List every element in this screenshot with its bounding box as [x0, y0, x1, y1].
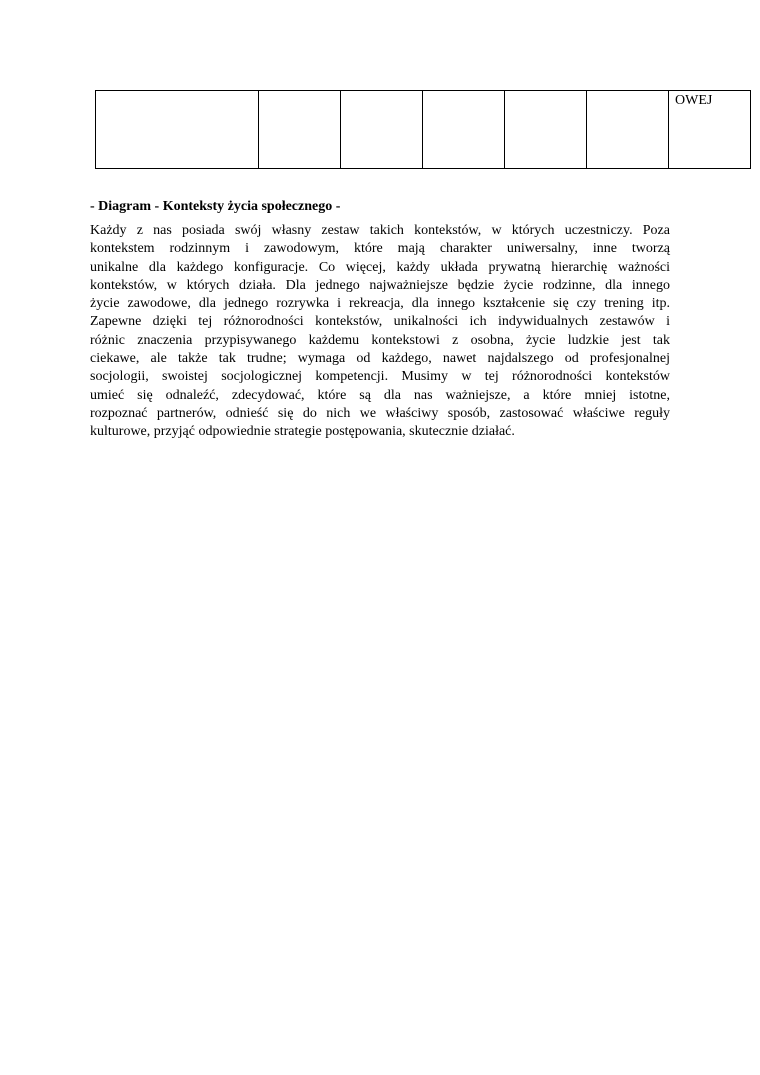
body-paragraph	[90, 222, 670, 442]
table-cell-last: OWEJ	[669, 91, 751, 169]
context-table	[95, 90, 751, 169]
paragraph-line: życie zawodowe, dla jednego rozrywka i rekreacja, dla innego kształcenie się czy trening itp.	[90, 296, 670, 312]
paragraph-line: rozpoznać partnerów, odnieść się do nich we właściwy sposób, zastosować właściwe reguły	[90, 405, 670, 421]
paragraph-line: kulturowe, przyjąć odpowiednie strategie postępowania, skutecznie działać.	[90, 424, 515, 440]
table-cell	[505, 91, 587, 169]
diagram-title: - Diagram - Konteksty życia społecznego -	[90, 199, 341, 214]
paragraph-line: kontekstów, w których działa. Dla jednego najważniejsze będzie życie rodzinne, dla innego	[90, 277, 670, 293]
table-cell	[259, 91, 341, 169]
paragraph-line: socjologii, swoistej socjologicznej kompetencji. Musimy w tej różnorodności kontekstów	[90, 369, 670, 385]
paragraph-line: różnic znaczenia przypisywanego każdemu kontekstowi z osobna, życie ludzkie jest tak	[90, 332, 670, 348]
table-row	[96, 91, 751, 169]
paragraph-line: Każdy z nas posiada swój własny zestaw takich kontekstów, w których uczestniczy. Poza	[90, 223, 670, 238]
table-cell	[341, 91, 423, 169]
table-cell	[96, 91, 259, 169]
paragraph-line: unikalne dla każdego konfiguracje. Co więcej, każdy układa prywatną hierarchię ważności	[90, 259, 670, 275]
paragraph-line: umieć się odnaleźć, zdecydować, które są dla nas ważniejsze, a które mniej istotne,	[90, 387, 670, 403]
paragraph-line: kontekstem rodzinnym i zawodowym, które mają charakter uniwersalny, inne tworzą	[90, 241, 670, 257]
paragraph-line: Zapewne dzięki tej różnorodności kontekstów, unikalności ich indywidualnych zestawów i	[90, 314, 670, 330]
table-cell	[423, 91, 505, 169]
paragraph-line: ciekawe, ale także tak trudne; wymaga od każdego, nawet najdalszego od profesjonalnej	[90, 351, 670, 367]
table-cell	[587, 91, 669, 169]
